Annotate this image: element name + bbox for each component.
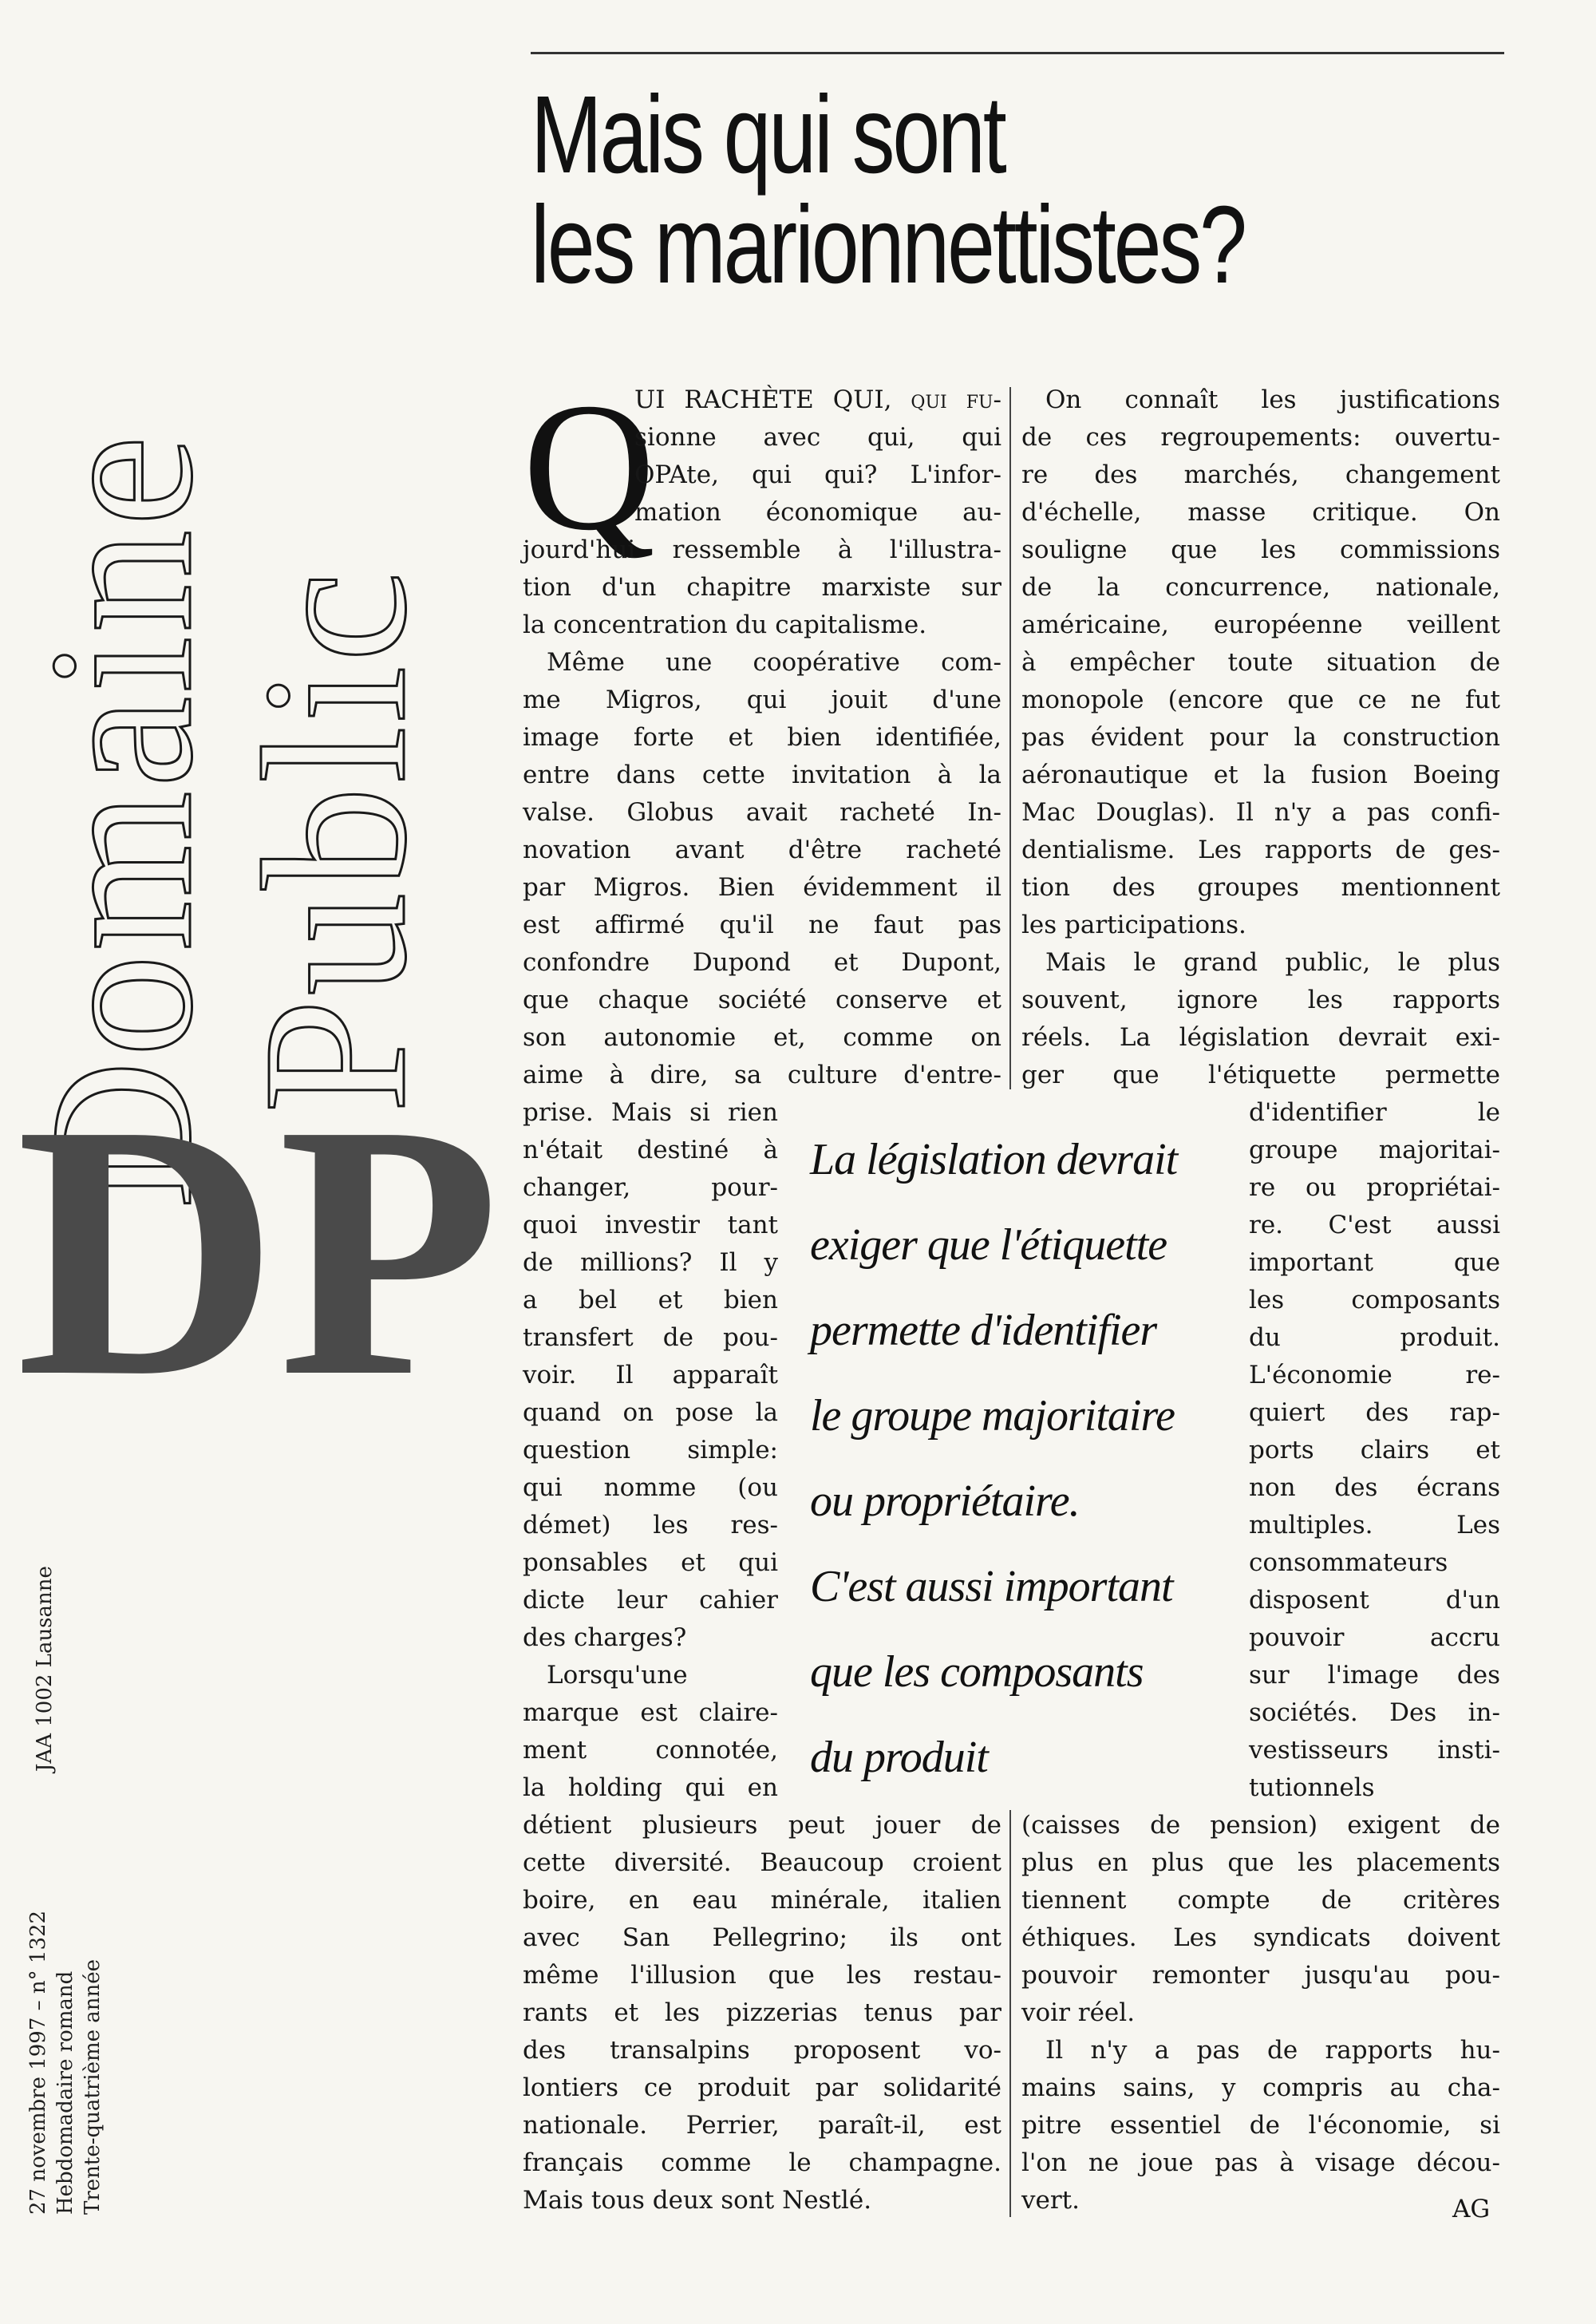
text-line: prise. Mais si rien xyxy=(523,1098,778,1127)
text-line: UI RACHÈTE QUI, qui fu- xyxy=(634,385,1001,414)
imprint-label: JAA 1002 Lausanne xyxy=(33,1566,57,1772)
text-line: pouvoir accru xyxy=(1249,1623,1500,1652)
text-line: me Migros, qui jouit d'une xyxy=(523,686,1001,714)
text-line: son autonomie et, comme on xyxy=(523,1023,1001,1052)
pull-quote-line: exiger que l'étiquette xyxy=(810,1220,1167,1270)
text-line: d'identifier le xyxy=(1249,1098,1500,1127)
text-line: de millions? Il y xyxy=(523,1248,778,1277)
pull-quote-line: permette d'identifier xyxy=(810,1306,1157,1355)
masthead xyxy=(0,0,511,2324)
pull-quote-line: La législation devrait xyxy=(810,1135,1178,1184)
text-line: vestisseurs insti- xyxy=(1249,1736,1500,1765)
text-line: de la concurrence, nationale, xyxy=(1021,573,1500,602)
text-line: sionne avec qui, qui xyxy=(634,423,1001,452)
text-line: Il n'y a pas de rapports hu- xyxy=(1045,2036,1500,2065)
text-line: mation économique au- xyxy=(634,498,1001,527)
text-line: les participations. xyxy=(1021,911,1246,939)
text-line: Mais le grand public, le plus xyxy=(1045,948,1500,977)
text-line: sur l'image des xyxy=(1249,1661,1500,1690)
text-line: voir. Il apparaît xyxy=(523,1361,778,1389)
text-line: important que xyxy=(1249,1248,1500,1277)
text-line: tion des groupes mentionnent xyxy=(1021,873,1500,902)
author-signature: AG xyxy=(1452,2195,1491,2223)
text-line: valse. Globus avait racheté In- xyxy=(523,798,1001,827)
text-line: question simple: xyxy=(523,1436,778,1464)
text-line: aéronautique et la fusion Boeing xyxy=(1021,761,1500,789)
text-line: n'était destiné à xyxy=(523,1136,778,1164)
text-line: confondre Dupond et Dupont, xyxy=(523,948,1001,977)
text-line: les composants xyxy=(1249,1286,1500,1314)
issue-date-number: 27 novembre 1997 – n° 1322 xyxy=(26,1910,50,2215)
masthead-title-domaine: Domaine xyxy=(6,432,235,1209)
article-headline: Mais qui sont les marionnettistes? xyxy=(531,73,1245,306)
issue-frequency: Hebdomadaire romand xyxy=(53,1970,77,2215)
text-line: consommateurs xyxy=(1249,1548,1448,1577)
drop-cap: Q xyxy=(523,365,656,568)
text-line: marque est claire- xyxy=(523,1698,778,1727)
text-line: re. C'est aussi xyxy=(1249,1211,1500,1239)
text-line: L'économie re- xyxy=(1249,1361,1500,1389)
pull-quote-line: le groupe majoritaire xyxy=(810,1391,1175,1441)
text-line: dentialisme. Les rapports de ges- xyxy=(1021,836,1500,864)
text-line: vert. xyxy=(1021,2186,1080,2215)
text-line: Lorsqu'une xyxy=(547,1661,688,1690)
pull-quote-line: ou propriétaire. xyxy=(810,1476,1080,1526)
text-line: boire, en eau minérale, italien xyxy=(523,1886,1001,1915)
text-line: que chaque société conserve et xyxy=(523,986,1001,1014)
text-line: (caisses de pension) exigent de xyxy=(1021,1811,1500,1840)
text-line: éthiques. Les syndicats doivent xyxy=(1021,1923,1500,1952)
text-line: OPAte, qui qui? L'infor- xyxy=(634,460,1001,489)
text-line: novation avant d'être racheté xyxy=(523,836,1001,864)
text-line: image forte et bien identifiée, xyxy=(523,723,1001,752)
text-line: re des marchés, changement xyxy=(1021,460,1500,489)
text-line: sociétés. Des in- xyxy=(1249,1698,1500,1727)
text-line: non des écrans xyxy=(1249,1473,1500,1502)
masthead-title-public: Public xyxy=(220,567,448,1113)
text-line: Même une coopérative com- xyxy=(547,648,1001,677)
text-line: réels. La législation devrait exi- xyxy=(1021,1023,1500,1052)
pull-quote-line: que les composants xyxy=(810,1647,1144,1697)
text-line: même l'illusion que les restau- xyxy=(523,1961,1001,1990)
text-line: cette diversité. Beaucoup croient xyxy=(523,1848,1001,1877)
text-line: re ou propriétai- xyxy=(1249,1173,1500,1202)
text-line: rants et les pizzerias tenus par xyxy=(523,1998,1001,2027)
text-line: changer, pour- xyxy=(523,1173,778,1202)
text-line: pas évident pour la construction xyxy=(1021,723,1500,752)
text-line: disposent d'un xyxy=(1249,1586,1500,1615)
text-line: Mac Douglas). Il n'y a pas confi- xyxy=(1021,798,1500,827)
text-line: démet) les res- xyxy=(523,1511,778,1539)
text-line: jourd'hui ressemble à l'illustra- xyxy=(523,536,1001,564)
text-line: mains sains, y compris au cha- xyxy=(1021,2073,1500,2102)
text-line: ports clairs et xyxy=(1249,1436,1500,1464)
text-line: tion d'un chapitre marxiste sur xyxy=(523,573,1001,602)
text-line: détient plusieurs peut jouer de xyxy=(523,1811,1001,1840)
text-line: avec San Pellegrino; ils ont xyxy=(523,1923,1001,1952)
text-line: ger que l'étiquette permette xyxy=(1021,1061,1500,1089)
text-line: pouvoir remonter jusqu'au pou- xyxy=(1021,1961,1500,1990)
text-line: tiennent compte de critères xyxy=(1021,1886,1500,1915)
text-line: nationale. Perrier, paraît-il, est xyxy=(523,2111,1001,2140)
issue-year: Trente-quatrième année xyxy=(81,1958,105,2215)
headline-rule xyxy=(531,52,1504,54)
text-line: aime à dire, sa culture d'entre- xyxy=(523,1061,1001,1089)
pull-quote-line: du produit xyxy=(810,1733,988,1782)
text-line: la holding qui en xyxy=(523,1773,778,1802)
text-line: américaine, européenne veillent xyxy=(1021,611,1500,639)
text-line: des transalpins proposent vo- xyxy=(523,2036,1001,2065)
column-divider-top xyxy=(1009,387,1011,1089)
text-line: On connaît les justifications xyxy=(1045,385,1500,414)
text-line: à empêcher toute situation de xyxy=(1021,648,1500,677)
text-line: transfert de pou- xyxy=(523,1323,778,1352)
text-line: dicte leur cahier xyxy=(523,1586,778,1615)
text-line: quand on pose la xyxy=(523,1398,778,1427)
text-line: quiert des rap- xyxy=(1249,1398,1500,1427)
text-line: d'échelle, masse critique. On xyxy=(1021,498,1500,527)
text-line: du produit. xyxy=(1249,1323,1500,1352)
text-line: qui nomme (ou xyxy=(523,1473,778,1502)
text-line: plus en plus que les placements xyxy=(1021,1848,1500,1877)
text-line: tutionnels xyxy=(1249,1773,1375,1802)
text-line: de ces regroupements: ouvertu- xyxy=(1021,423,1500,452)
pull-quote-line: C'est aussi important xyxy=(810,1562,1173,1611)
text-line: multiples. Les xyxy=(1249,1511,1500,1539)
text-line: ponsables et qui xyxy=(523,1548,778,1577)
text-line: Mais tous deux sont Nestlé. xyxy=(523,2186,872,2215)
text-line: par Migros. Bien évidemment il xyxy=(523,873,1001,902)
text-line: entre dans cette invitation à la xyxy=(523,761,1001,789)
pull-quote xyxy=(810,1117,1225,1800)
text-line: lontiers ce produit par solidarité xyxy=(523,2073,1001,2102)
text-line: la concentration du capitalisme. xyxy=(523,611,927,639)
text-line: est affirmé qu'il ne faut pas xyxy=(523,911,1001,939)
text-line: voir réel. xyxy=(1021,1998,1136,2027)
text-line: monopole (encore que ce ne fut xyxy=(1021,686,1500,714)
text-line: des charges? xyxy=(523,1623,687,1652)
text-line: pitre essentiel de l'économie, si xyxy=(1021,2111,1500,2140)
text-line: ment connotée, xyxy=(523,1736,778,1765)
column-divider-bottom xyxy=(1009,1810,1011,2217)
text-line: quoi investir tant xyxy=(523,1211,778,1239)
text-line: l'on ne joue pas à visage décou- xyxy=(1021,2148,1500,2177)
text-line: a bel et bien xyxy=(523,1286,778,1314)
text-line: souligne que les commissions xyxy=(1021,536,1500,564)
text-line: français comme le champagne. xyxy=(523,2148,1001,2177)
text-line: groupe majoritai- xyxy=(1249,1136,1500,1164)
text-line: souvent, ignore les rapports xyxy=(1021,986,1500,1014)
masthead-logo-dp: DP xyxy=(16,1050,500,1452)
